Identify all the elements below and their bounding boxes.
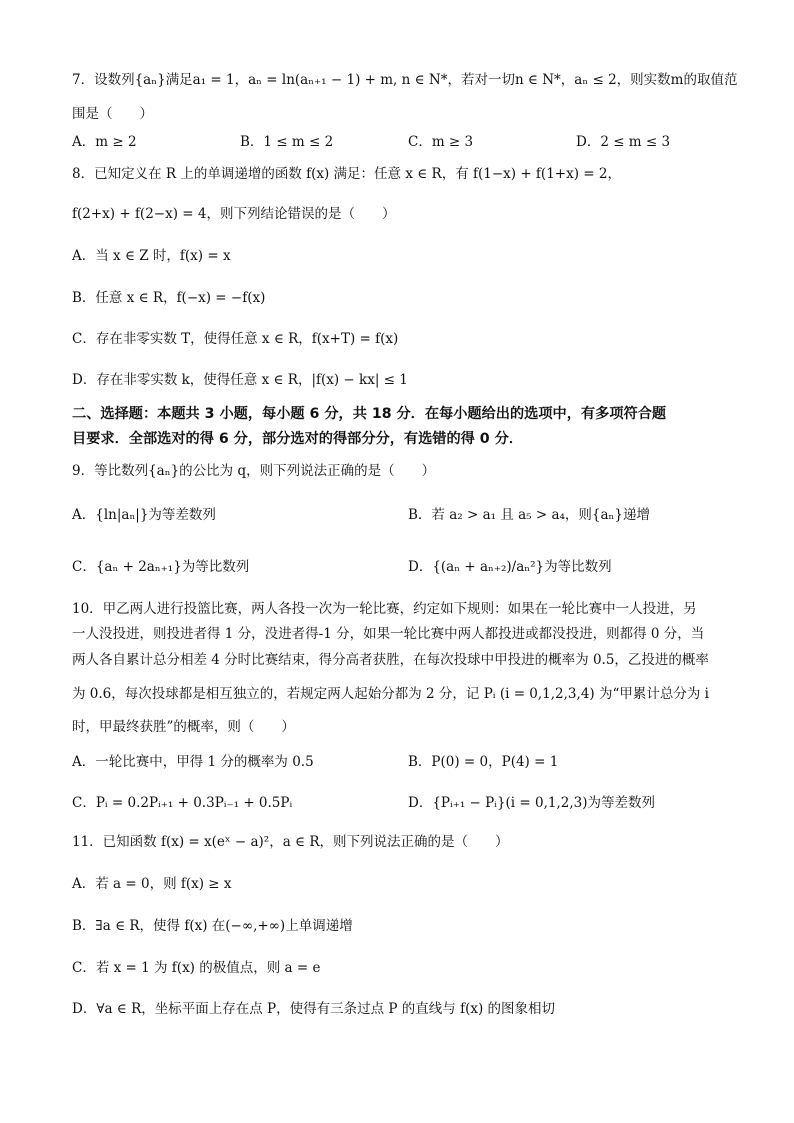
- q10-stem-line5: 时，甲最终获胜”的概率，则（ ）: [72, 719, 295, 735]
- q9-option-c: C．{aₙ + 2aₙ₊₁}为等比数列: [72, 559, 250, 575]
- q11-option-d: D．∀a ∈ R，坐标平面上存在点 P，使得有三条过点 P 的直线与 f(x) 的图象相切: [72, 1001, 556, 1017]
- q8-stem-cont: f(2+x) + f(2−x) = 4，则下列结论错误的是（ ）: [72, 206, 396, 222]
- q9-stem: 9．等比数列{aₙ}的公比为 q，则下列说法正确的是（ ）: [72, 463, 436, 479]
- q10-stem-line4: 为 0.6，每次投球都是相互独立的，若规定两人起始分都为 2 分，记 Pᵢ (i = 0,1,2,3,4) 为“甲累计总分为 i: [72, 686, 709, 702]
- q7-option-d: D．2 ≤ m ≤ 3: [576, 134, 671, 150]
- section2-heading-line1: 二、选择题：本题共 3 小题，每小题 6 分，共 18 分．在每小题给出的选项中，有多项符合题: [72, 406, 667, 422]
- q11-option-b: B．∃a ∈ R，使得 f(x) 在(−∞,+∞)上单调递增: [72, 918, 353, 934]
- q11-option-a: A．若 a = 0，则 f(x) ≥ x: [72, 876, 232, 892]
- q10-option-d: D．{Pᵢ₊₁ − Pᵢ}(i = 0,1,2,3)为等差数列: [408, 795, 656, 811]
- q10-option-c: C．Pᵢ = 0.2Pᵢ₊₁ + 0.3Pᵢ₋₁ + 0.5Pᵢ: [72, 795, 293, 811]
- q10-option-b: B．P(0) = 0，P(4) = 1: [408, 754, 559, 770]
- q8-option-c: C．存在非零实数 T，使得任意 x ∈ R，f(x+T) = f(x): [72, 331, 399, 347]
- q9-options-row2: [72, 555, 734, 579]
- q8-stem: 8．已知定义在 R 上的单调递增的函数 f(x) 满足：任意 x ∈ R，有 f(1−x) + f(1+x) = 2，: [72, 166, 621, 182]
- q7-option-c: C．m ≥ 3: [408, 134, 474, 150]
- q9-options-row1: [72, 503, 734, 527]
- q10-options-row1: [72, 750, 734, 774]
- q9-option-b: B．若 a₂ > a₁ 且 a₅ > a₄，则{aₙ}递增: [408, 507, 650, 523]
- q9-option-a: A．{ln|aₙ|}为等差数列: [72, 507, 216, 523]
- q10-stem-line1: 10．甲乙两人进行投篮比赛，两人各投一次为一轮比赛，约定如下规则：如果在一轮比赛中一人投进，另: [72, 601, 697, 617]
- q7-options: [72, 130, 734, 150]
- q10-stem-line2: 一人没投进，则投进者得 1 分，没进者得-1 分，如果一轮比赛中两人都投进或都没投进，则都得 0 分，当: [72, 626, 705, 642]
- q10-stem-line3: 两人各自累计总分相差 4 分时比赛结束，得分高者获胜，在每次投球中甲投进的概率为 0.5，乙投进的概率: [72, 652, 709, 668]
- q8-option-a: A．当 x ∈ Z 时，f(x) = x: [72, 248, 231, 264]
- q7-stem: 7．设数列{aₙ}满足a₁ = 1，aₙ = ln(aₙ₊₁ − 1) + m, n ∈ N*，若对一切n ∈ N*，aₙ ≤ 2，则实数m的取值范: [72, 72, 738, 88]
- q8-option-b: B．任意 x ∈ R，f(−x) = −f(x): [72, 290, 266, 306]
- q11-stem: 11．已知函数 f(x) = x(eˣ − a)²，a ∈ R，则下列说法正确的是（ ）: [72, 834, 509, 850]
- q7-option-a: A．m ≥ 2: [72, 134, 137, 150]
- q7-option-b: B．1 ≤ m ≤ 2: [240, 134, 334, 150]
- q11-option-c: C．若 x = 1 为 f(x) 的极值点，则 a = e: [72, 960, 321, 976]
- q9-option-d: D．{(aₙ + aₙ₊₂)/aₙ²}为等比数列: [408, 559, 612, 575]
- q7-stem-cont: 围是（ ）: [72, 106, 153, 122]
- q8-option-d: D．存在非零实数 k，使得任意 x ∈ R，|f(x) − kx| ≤ 1: [72, 372, 408, 388]
- q10-option-a: A．一轮比赛中，甲得 1 分的概率为 0.5: [72, 754, 314, 770]
- q10-options-row2: [72, 791, 734, 815]
- section2-heading-line2: 目要求．全部选对的得 6 分，部分选对的得部分分，有选错的得 0 分．: [72, 431, 523, 447]
